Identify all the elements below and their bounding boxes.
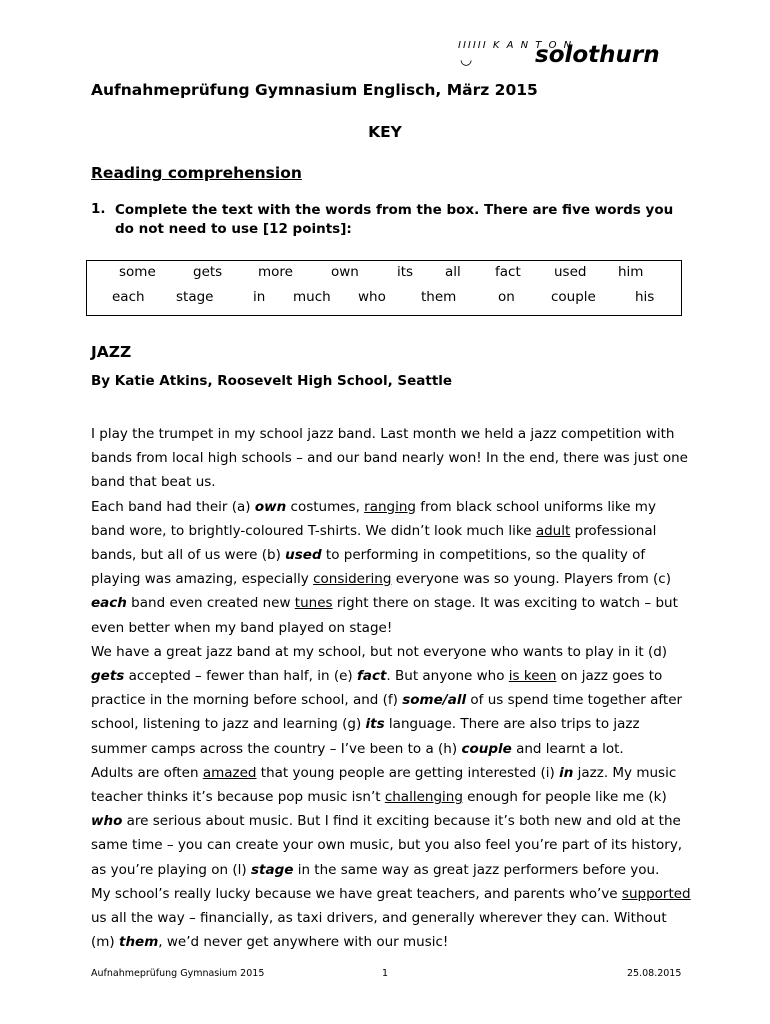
text-run: costumes, [286, 498, 365, 515]
word-box-word: them [421, 289, 457, 305]
vocab-underlined: amazed [202, 764, 257, 781]
task-number: 1. [91, 201, 106, 217]
answer-e: fact [356, 668, 387, 685]
text-run: that young people are getting interested (i) [256, 764, 560, 781]
vocab-underlined: is keen [508, 668, 557, 685]
word-box-word: fact [495, 264, 521, 280]
article-paragraph-2 [91, 495, 691, 640]
task-instruction: Complete the text with the words from the box. There are five words you do not need to use [12 points]: [115, 202, 674, 237]
answer-a: own [254, 498, 287, 515]
text-run: professional bands, but all of us were (b) [91, 522, 657, 564]
text-run: are serious about music. But I find it exciting because it’s both new and old at the same time – you can create your own music, but you also feel you’re part of its history, as you’re playing on (l) [91, 813, 683, 878]
footer-page-number: 1 [382, 968, 389, 979]
text-run: language. There are also trips to jazz summer camps across the country – I’ve been to a (h) [91, 716, 640, 757]
text-run: band even created new [126, 595, 295, 612]
footer-title: Aufnahmeprüfung Gymnasium 2015 [91, 968, 265, 979]
key-label: KEY [368, 123, 402, 141]
logo-mark-icon: ◡ [460, 52, 473, 68]
text-run: from black school uniforms like my band wore, to brightly-coloured T-shirts. We didn’t look much like [91, 498, 656, 539]
vocab-underlined: ranging [364, 498, 416, 515]
article-paragraph-5 [91, 882, 691, 955]
kanton-solothurn-logo [448, 40, 678, 74]
logo-solothurn-text: solothurn [535, 42, 660, 68]
text-run: in the same way as great jazz performers before you. [293, 861, 660, 878]
text-run: , we’d never get anywhere with our music! [158, 934, 449, 951]
word-box-word: his [635, 289, 655, 305]
text-run: Each band had their (a) [91, 498, 255, 515]
word-box-word: gets [193, 264, 223, 280]
text-run: us all the way – financially, as taxi drivers, and generally wherever they can. Without (m) [91, 910, 667, 951]
word-box-word: stage [176, 289, 214, 305]
text-run: We have a great jazz band at my school, but not everyone who wants to play in it (d) [91, 643, 668, 660]
word-box-word: each [112, 289, 145, 305]
answer-k: who [91, 813, 123, 830]
word-box-word: more [258, 264, 293, 280]
answer-i: in [559, 764, 574, 781]
text-run: on jazz goes to practice in the morning before school, and (f) [91, 668, 663, 709]
text-run: to performing in competitions, so the quality of playing was amazing, especially [91, 547, 646, 588]
word-box-word: own [331, 264, 359, 280]
text-run: right there on stage. It was exciting to watch – but even better when my band played on stage! [91, 595, 678, 636]
word-box-word: couple [551, 289, 596, 305]
article-paragraph-1: I play the trumpet in my school jazz band. Last month we held a jazz competition with bands from local high schools – and our band nearly won! In the end, there was just one band that beat us. [91, 426, 688, 491]
logo-kanton-text: IIIIII K A N T O N [458, 40, 574, 51]
page-title: Aufnahmeprüfung Gymnasium Englisch, März 2015 [91, 81, 538, 99]
answer-m: them [118, 934, 159, 951]
article-body [91, 422, 691, 954]
vocab-underlined: considering [313, 571, 392, 588]
text-run: accepted – fewer than half, in (e) [124, 668, 357, 685]
answer-h: couple [461, 740, 512, 757]
answer-c: each [91, 595, 127, 612]
footer-date: 25.08.2015 [627, 968, 682, 979]
text-run: Adults are often [91, 764, 203, 781]
article-paragraph-4 [91, 761, 691, 882]
article-title: JAZZ [91, 343, 132, 361]
word-box-word: its [397, 264, 414, 280]
answer-d: gets [91, 668, 125, 685]
word-box-word: him [618, 264, 644, 280]
word-box [86, 260, 682, 316]
text-run: My school’s really lucky because we have great teachers, and parents who’ve [91, 885, 622, 902]
answer-b: used [285, 547, 322, 564]
vocab-underlined: tunes [294, 595, 333, 612]
word-box-word: on [498, 289, 515, 305]
text-run: everyone was so young. Players from (c) [391, 571, 671, 588]
word-box-word: all [445, 264, 461, 280]
answer-f: some/all [402, 692, 467, 709]
word-box-word: in [253, 289, 266, 305]
text-run: enough for people like me (k) [462, 789, 667, 806]
text-run: and learnt a lot. [511, 740, 624, 757]
text-run: jazz. My music teacher thinks it’s because pop music isn’t [91, 764, 677, 806]
vocab-underlined: supported [621, 885, 691, 902]
text-run: of us spend time together after school, listening to jazz and learning (g) [91, 692, 683, 733]
article-paragraph-3 [91, 640, 691, 761]
word-box-word: who [358, 289, 386, 305]
vocab-underlined: challenging [384, 789, 463, 806]
section-heading: Reading comprehension [91, 164, 302, 182]
answer-l: stage [250, 861, 294, 878]
answer-g: its [365, 716, 385, 733]
vocab-underlined: adult [535, 522, 571, 539]
word-box-word: some [119, 264, 156, 280]
word-box-word: much [293, 289, 331, 305]
word-box-word: used [554, 264, 587, 280]
text-run: . But anyone who [386, 668, 509, 685]
article-byline: By Katie Atkins, Roosevelt High School, Seattle [91, 373, 453, 389]
